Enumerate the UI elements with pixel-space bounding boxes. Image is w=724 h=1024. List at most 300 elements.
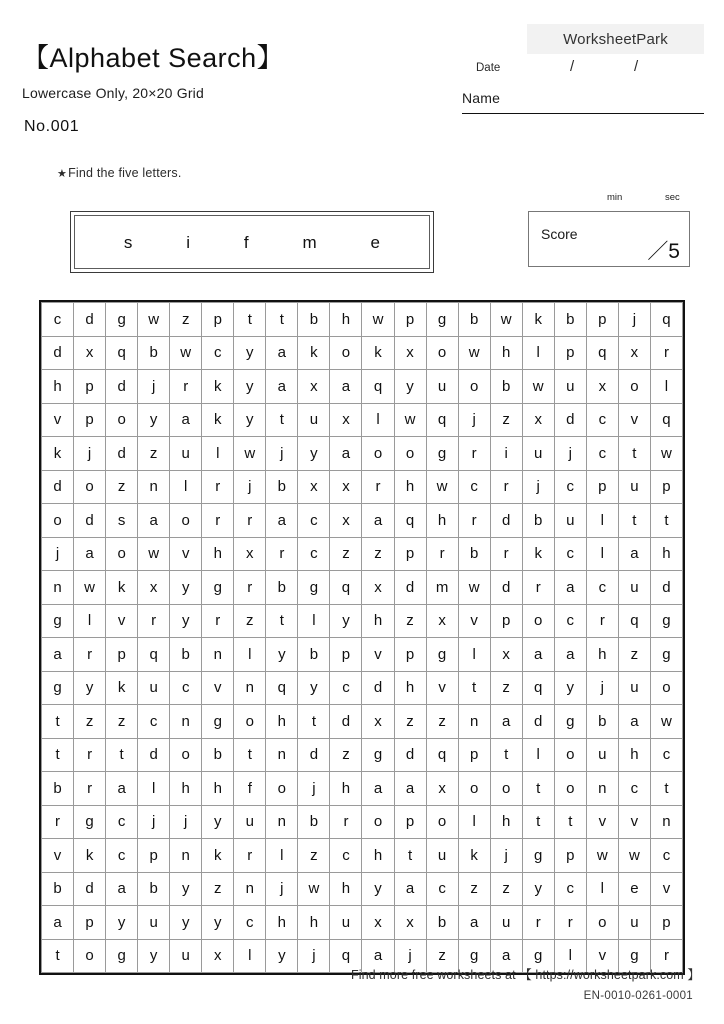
- grid-cell[interactable]: o: [586, 906, 618, 940]
- grid-cell[interactable]: k: [522, 537, 554, 571]
- grid-cell[interactable]: v: [586, 805, 618, 839]
- grid-cell[interactable]: h: [490, 805, 522, 839]
- grid-cell[interactable]: u: [618, 906, 650, 940]
- grid-cell[interactable]: w: [490, 303, 522, 337]
- grid-cell[interactable]: z: [106, 705, 138, 739]
- grid-cell[interactable]: j: [170, 805, 202, 839]
- grid-cell[interactable]: x: [330, 470, 362, 504]
- grid-cell[interactable]: d: [42, 336, 74, 370]
- grid-cell[interactable]: x: [522, 403, 554, 437]
- grid-cell[interactable]: n: [42, 571, 74, 605]
- grid-cell[interactable]: k: [522, 303, 554, 337]
- grid-cell[interactable]: c: [554, 604, 586, 638]
- grid-cell[interactable]: p: [106, 638, 138, 672]
- grid-cell[interactable]: t: [394, 839, 426, 873]
- grid-cell[interactable]: n: [234, 671, 266, 705]
- grid-cell[interactable]: c: [330, 839, 362, 873]
- grid-cell[interactable]: j: [234, 470, 266, 504]
- grid-cell[interactable]: w: [618, 839, 650, 873]
- grid-cell[interactable]: u: [618, 470, 650, 504]
- grid-cell[interactable]: a: [362, 504, 394, 538]
- grid-cell[interactable]: h: [330, 872, 362, 906]
- grid-cell[interactable]: c: [554, 470, 586, 504]
- grid-cell[interactable]: u: [138, 671, 170, 705]
- grid-cell[interactable]: w: [298, 872, 330, 906]
- grid-cell[interactable]: r: [554, 906, 586, 940]
- grid-cell[interactable]: r: [234, 571, 266, 605]
- grid-cell[interactable]: p: [586, 470, 618, 504]
- grid-cell[interactable]: j: [74, 437, 106, 471]
- grid-cell[interactable]: c: [138, 705, 170, 739]
- grid-cell[interactable]: y: [138, 939, 170, 973]
- grid-cell[interactable]: k: [458, 839, 490, 873]
- grid-cell[interactable]: a: [554, 571, 586, 605]
- grid-cell[interactable]: x: [74, 336, 106, 370]
- grid-cell[interactable]: p: [74, 906, 106, 940]
- grid-cell[interactable]: a: [330, 437, 362, 471]
- grid-cell[interactable]: z: [362, 537, 394, 571]
- grid-cell[interactable]: r: [42, 805, 74, 839]
- grid-cell[interactable]: h: [362, 604, 394, 638]
- grid-cell[interactable]: a: [618, 537, 650, 571]
- grid-cell[interactable]: o: [42, 504, 74, 538]
- grid-cell[interactable]: h: [394, 671, 426, 705]
- grid-cell[interactable]: d: [138, 738, 170, 772]
- grid-cell[interactable]: b: [266, 571, 298, 605]
- grid-cell[interactable]: g: [362, 738, 394, 772]
- grid-cell[interactable]: c: [650, 738, 682, 772]
- grid-cell[interactable]: d: [394, 738, 426, 772]
- grid-cell[interactable]: j: [266, 872, 298, 906]
- grid-cell[interactable]: r: [74, 638, 106, 672]
- grid-cell[interactable]: z: [394, 604, 426, 638]
- grid-cell[interactable]: w: [138, 537, 170, 571]
- grid-cell[interactable]: k: [106, 671, 138, 705]
- grid-cell[interactable]: a: [42, 906, 74, 940]
- grid-cell[interactable]: y: [170, 604, 202, 638]
- footer-url[interactable]: 【 https://worksheetpark.com 】: [519, 968, 700, 982]
- grid-cell[interactable]: u: [554, 504, 586, 538]
- grid-cell[interactable]: j: [586, 671, 618, 705]
- grid-cell[interactable]: o: [458, 772, 490, 806]
- grid-cell[interactable]: q: [330, 939, 362, 973]
- grid-cell[interactable]: x: [426, 772, 458, 806]
- grid-cell[interactable]: w: [138, 303, 170, 337]
- grid-cell[interactable]: t: [618, 504, 650, 538]
- grid-cell[interactable]: y: [170, 571, 202, 605]
- grid-cell[interactable]: g: [458, 939, 490, 973]
- grid-cell[interactable]: z: [394, 705, 426, 739]
- grid-cell[interactable]: d: [74, 303, 106, 337]
- grid-cell[interactable]: j: [298, 939, 330, 973]
- grid-cell[interactable]: r: [458, 504, 490, 538]
- grid-cell[interactable]: y: [202, 906, 234, 940]
- grid-cell[interactable]: j: [490, 839, 522, 873]
- grid-cell[interactable]: p: [202, 303, 234, 337]
- grid-cell[interactable]: p: [490, 604, 522, 638]
- grid-cell[interactable]: g: [202, 705, 234, 739]
- grid-cell[interactable]: a: [362, 772, 394, 806]
- grid-cell[interactable]: k: [202, 839, 234, 873]
- grid-cell[interactable]: o: [394, 437, 426, 471]
- grid-cell[interactable]: n: [458, 705, 490, 739]
- grid-cell[interactable]: i: [490, 437, 522, 471]
- grid-cell[interactable]: c: [586, 403, 618, 437]
- grid-cell[interactable]: r: [202, 504, 234, 538]
- grid-cell[interactable]: k: [202, 403, 234, 437]
- grid-cell[interactable]: u: [330, 906, 362, 940]
- grid-cell[interactable]: c: [554, 537, 586, 571]
- grid-cell[interactable]: v: [106, 604, 138, 638]
- grid-cell[interactable]: x: [426, 604, 458, 638]
- grid-cell[interactable]: d: [106, 370, 138, 404]
- grid-cell[interactable]: g: [650, 638, 682, 672]
- grid-cell[interactable]: v: [42, 839, 74, 873]
- grid-cell[interactable]: b: [490, 370, 522, 404]
- grid-cell[interactable]: c: [650, 839, 682, 873]
- grid-cell[interactable]: p: [554, 839, 586, 873]
- grid-cell[interactable]: c: [586, 571, 618, 605]
- grid-cell[interactable]: t: [554, 805, 586, 839]
- grid-cell[interactable]: y: [266, 939, 298, 973]
- grid-cell[interactable]: u: [138, 906, 170, 940]
- grid-cell[interactable]: o: [554, 772, 586, 806]
- name-writing-line[interactable]: [462, 113, 704, 114]
- grid-cell[interactable]: o: [458, 370, 490, 404]
- grid-cell[interactable]: h: [394, 470, 426, 504]
- grid-cell[interactable]: w: [522, 370, 554, 404]
- grid-cell[interactable]: o: [106, 403, 138, 437]
- grid-cell[interactable]: p: [394, 638, 426, 672]
- grid-cell[interactable]: q: [266, 671, 298, 705]
- grid-cell[interactable]: l: [234, 638, 266, 672]
- grid-cell[interactable]: r: [650, 939, 682, 973]
- grid-cell[interactable]: k: [298, 336, 330, 370]
- grid-cell[interactable]: q: [394, 504, 426, 538]
- grid-cell[interactable]: a: [490, 705, 522, 739]
- grid-cell[interactable]: o: [74, 470, 106, 504]
- grid-cell[interactable]: l: [202, 437, 234, 471]
- grid-cell[interactable]: a: [458, 906, 490, 940]
- grid-cell[interactable]: u: [618, 671, 650, 705]
- grid-cell[interactable]: z: [170, 303, 202, 337]
- grid-cell[interactable]: z: [330, 537, 362, 571]
- grid-cell[interactable]: t: [234, 303, 266, 337]
- grid-cell[interactable]: h: [202, 537, 234, 571]
- grid-cell[interactable]: d: [74, 872, 106, 906]
- grid-cell[interactable]: y: [234, 336, 266, 370]
- grid-cell[interactable]: v: [650, 872, 682, 906]
- grid-cell[interactable]: y: [522, 872, 554, 906]
- grid-cell[interactable]: n: [170, 705, 202, 739]
- grid-cell[interactable]: v: [618, 805, 650, 839]
- grid-cell[interactable]: a: [522, 638, 554, 672]
- grid-cell[interactable]: z: [490, 872, 522, 906]
- grid-cell[interactable]: a: [618, 705, 650, 739]
- grid-cell[interactable]: n: [266, 805, 298, 839]
- grid-cell[interactable]: r: [490, 470, 522, 504]
- grid-cell[interactable]: o: [426, 805, 458, 839]
- grid-cell[interactable]: y: [554, 671, 586, 705]
- grid-cell[interactable]: l: [362, 403, 394, 437]
- grid-cell[interactable]: x: [202, 939, 234, 973]
- grid-cell[interactable]: p: [650, 906, 682, 940]
- grid-cell[interactable]: a: [106, 772, 138, 806]
- grid-cell[interactable]: d: [490, 571, 522, 605]
- grid-cell[interactable]: x: [362, 906, 394, 940]
- grid-cell[interactable]: l: [298, 604, 330, 638]
- grid-cell[interactable]: t: [650, 504, 682, 538]
- grid-cell[interactable]: w: [458, 571, 490, 605]
- grid-cell[interactable]: o: [362, 805, 394, 839]
- grid-cell[interactable]: x: [586, 370, 618, 404]
- grid-cell[interactable]: y: [202, 805, 234, 839]
- grid-cell[interactable]: l: [650, 370, 682, 404]
- grid-cell[interactable]: g: [554, 705, 586, 739]
- grid-cell[interactable]: w: [426, 470, 458, 504]
- grid-cell[interactable]: t: [42, 738, 74, 772]
- grid-cell[interactable]: w: [458, 336, 490, 370]
- grid-cell[interactable]: r: [522, 571, 554, 605]
- grid-cell[interactable]: z: [490, 671, 522, 705]
- grid-cell[interactable]: b: [298, 805, 330, 839]
- grid-cell[interactable]: z: [426, 939, 458, 973]
- grid-cell[interactable]: a: [138, 504, 170, 538]
- grid-cell[interactable]: x: [618, 336, 650, 370]
- grid-cell[interactable]: y: [138, 403, 170, 437]
- grid-cell[interactable]: q: [330, 571, 362, 605]
- grid-cell[interactable]: z: [106, 470, 138, 504]
- grid-cell[interactable]: n: [170, 839, 202, 873]
- grid-cell[interactable]: t: [490, 738, 522, 772]
- grid-cell[interactable]: j: [522, 470, 554, 504]
- grid-cell[interactable]: x: [330, 403, 362, 437]
- grid-cell[interactable]: u: [234, 805, 266, 839]
- grid-cell[interactable]: q: [138, 638, 170, 672]
- grid-cell[interactable]: g: [42, 604, 74, 638]
- grid-cell[interactable]: t: [458, 671, 490, 705]
- grid-cell[interactable]: w: [586, 839, 618, 873]
- grid-cell[interactable]: g: [426, 437, 458, 471]
- grid-cell[interactable]: h: [266, 906, 298, 940]
- grid-cell[interactable]: q: [650, 303, 682, 337]
- grid-cell[interactable]: b: [554, 303, 586, 337]
- grid-cell[interactable]: g: [426, 638, 458, 672]
- grid-cell[interactable]: h: [266, 705, 298, 739]
- grid-cell[interactable]: t: [650, 772, 682, 806]
- grid-cell[interactable]: h: [650, 537, 682, 571]
- grid-cell[interactable]: c: [298, 504, 330, 538]
- grid-cell[interactable]: t: [618, 437, 650, 471]
- grid-cell[interactable]: d: [298, 738, 330, 772]
- grid-cell[interactable]: n: [586, 772, 618, 806]
- grid-cell[interactable]: p: [330, 638, 362, 672]
- grid-cell[interactable]: v: [202, 671, 234, 705]
- grid-cell[interactable]: p: [458, 738, 490, 772]
- grid-cell[interactable]: x: [234, 537, 266, 571]
- grid-cell[interactable]: o: [170, 738, 202, 772]
- grid-cell[interactable]: r: [74, 772, 106, 806]
- grid-cell[interactable]: v: [458, 604, 490, 638]
- grid-cell[interactable]: p: [138, 839, 170, 873]
- grid-cell[interactable]: c: [202, 336, 234, 370]
- grid-cell[interactable]: p: [74, 370, 106, 404]
- grid-cell[interactable]: o: [234, 705, 266, 739]
- grid-cell[interactable]: b: [42, 772, 74, 806]
- grid-cell[interactable]: h: [586, 638, 618, 672]
- grid-cell[interactable]: q: [426, 403, 458, 437]
- grid-cell[interactable]: o: [362, 437, 394, 471]
- grid-cell[interactable]: d: [362, 671, 394, 705]
- grid-cell[interactable]: j: [138, 370, 170, 404]
- grid-cell[interactable]: y: [106, 906, 138, 940]
- grid-cell[interactable]: r: [490, 537, 522, 571]
- grid-cell[interactable]: d: [490, 504, 522, 538]
- grid-cell[interactable]: o: [650, 671, 682, 705]
- grid-cell[interactable]: o: [266, 772, 298, 806]
- grid-cell[interactable]: l: [74, 604, 106, 638]
- grid-cell[interactable]: d: [522, 705, 554, 739]
- grid-cell[interactable]: j: [138, 805, 170, 839]
- grid-cell[interactable]: z: [458, 872, 490, 906]
- grid-cell[interactable]: c: [170, 671, 202, 705]
- grid-cell[interactable]: h: [490, 336, 522, 370]
- grid-cell[interactable]: q: [618, 604, 650, 638]
- grid-cell[interactable]: t: [522, 805, 554, 839]
- grid-cell[interactable]: x: [298, 370, 330, 404]
- grid-cell[interactable]: t: [234, 738, 266, 772]
- grid-cell[interactable]: o: [554, 738, 586, 772]
- grid-cell[interactable]: t: [42, 939, 74, 973]
- grid-cell[interactable]: c: [298, 537, 330, 571]
- grid-cell[interactable]: w: [362, 303, 394, 337]
- grid-cell[interactable]: y: [298, 671, 330, 705]
- grid-cell[interactable]: b: [138, 872, 170, 906]
- grid-cell[interactable]: r: [74, 738, 106, 772]
- grid-cell[interactable]: c: [106, 839, 138, 873]
- grid-cell[interactable]: o: [490, 772, 522, 806]
- grid-cell[interactable]: k: [106, 571, 138, 605]
- grid-cell[interactable]: y: [298, 437, 330, 471]
- grid-cell[interactable]: q: [362, 370, 394, 404]
- grid-cell[interactable]: y: [330, 604, 362, 638]
- grid-cell[interactable]: h: [362, 839, 394, 873]
- grid-cell[interactable]: n: [202, 638, 234, 672]
- grid-cell[interactable]: b: [42, 872, 74, 906]
- grid-cell[interactable]: l: [522, 336, 554, 370]
- grid-cell[interactable]: d: [42, 470, 74, 504]
- grid-cell[interactable]: b: [202, 738, 234, 772]
- grid-cell[interactable]: v: [586, 939, 618, 973]
- grid-cell[interactable]: r: [234, 839, 266, 873]
- grid-cell[interactable]: r: [234, 504, 266, 538]
- grid-cell[interactable]: l: [170, 470, 202, 504]
- grid-cell[interactable]: h: [170, 772, 202, 806]
- grid-cell[interactable]: c: [426, 872, 458, 906]
- grid-cell[interactable]: h: [618, 738, 650, 772]
- grid-cell[interactable]: u: [586, 738, 618, 772]
- grid-cell[interactable]: x: [330, 504, 362, 538]
- grid-cell[interactable]: t: [266, 303, 298, 337]
- grid-cell[interactable]: r: [650, 336, 682, 370]
- grid-cell[interactable]: l: [586, 504, 618, 538]
- grid-cell[interactable]: n: [234, 872, 266, 906]
- grid-cell[interactable]: q: [522, 671, 554, 705]
- grid-cell[interactable]: w: [650, 437, 682, 471]
- grid-cell[interactable]: v: [42, 403, 74, 437]
- grid-cell[interactable]: x: [298, 470, 330, 504]
- grid-cell[interactable]: c: [106, 805, 138, 839]
- grid-cell[interactable]: b: [138, 336, 170, 370]
- grid-cell[interactable]: g: [426, 303, 458, 337]
- grid-cell[interactable]: r: [586, 604, 618, 638]
- grid-cell[interactable]: a: [362, 939, 394, 973]
- grid-cell[interactable]: r: [522, 906, 554, 940]
- grid-cell[interactable]: k: [362, 336, 394, 370]
- grid-cell[interactable]: g: [202, 571, 234, 605]
- grid-cell[interactable]: r: [426, 537, 458, 571]
- grid-cell[interactable]: w: [234, 437, 266, 471]
- grid-cell[interactable]: g: [74, 805, 106, 839]
- grid-cell[interactable]: l: [234, 939, 266, 973]
- grid-cell[interactable]: y: [362, 872, 394, 906]
- grid-cell[interactable]: h: [298, 906, 330, 940]
- grid-cell[interactable]: j: [394, 939, 426, 973]
- grid-cell[interactable]: d: [394, 571, 426, 605]
- grid-cell[interactable]: u: [618, 571, 650, 605]
- score-box[interactable]: [528, 211, 690, 267]
- grid-cell[interactable]: a: [554, 638, 586, 672]
- grid-cell[interactable]: x: [138, 571, 170, 605]
- grid-cell[interactable]: o: [106, 537, 138, 571]
- grid-cell[interactable]: n: [138, 470, 170, 504]
- grid-cell[interactable]: r: [138, 604, 170, 638]
- grid-cell[interactable]: y: [266, 638, 298, 672]
- grid-cell[interactable]: g: [522, 939, 554, 973]
- grid-cell[interactable]: b: [298, 638, 330, 672]
- grid-cell[interactable]: b: [522, 504, 554, 538]
- grid-cell[interactable]: k: [202, 370, 234, 404]
- grid-cell[interactable]: y: [74, 671, 106, 705]
- grid-cell[interactable]: r: [330, 805, 362, 839]
- grid-cell[interactable]: z: [490, 403, 522, 437]
- grid-cell[interactable]: y: [234, 403, 266, 437]
- grid-cell[interactable]: p: [394, 303, 426, 337]
- grid-cell[interactable]: u: [426, 370, 458, 404]
- grid-cell[interactable]: b: [426, 906, 458, 940]
- grid-cell[interactable]: d: [554, 403, 586, 437]
- grid-cell[interactable]: g: [618, 939, 650, 973]
- grid-cell[interactable]: v: [618, 403, 650, 437]
- grid-cell[interactable]: b: [586, 705, 618, 739]
- grid-cell[interactable]: z: [202, 872, 234, 906]
- grid-cell[interactable]: d: [650, 571, 682, 605]
- grid-cell[interactable]: y: [170, 872, 202, 906]
- grid-cell[interactable]: o: [170, 504, 202, 538]
- grid-cell[interactable]: o: [330, 336, 362, 370]
- grid-cell[interactable]: z: [426, 705, 458, 739]
- grid-cell[interactable]: b: [298, 303, 330, 337]
- grid-cell[interactable]: z: [234, 604, 266, 638]
- grid-cell[interactable]: y: [234, 370, 266, 404]
- grid-cell[interactable]: p: [74, 403, 106, 437]
- grid-cell[interactable]: j: [618, 303, 650, 337]
- grid-cell[interactable]: a: [106, 872, 138, 906]
- grid-cell[interactable]: q: [586, 336, 618, 370]
- grid-cell[interactable]: l: [266, 839, 298, 873]
- grid-cell[interactable]: a: [170, 403, 202, 437]
- grid-cell[interactable]: l: [138, 772, 170, 806]
